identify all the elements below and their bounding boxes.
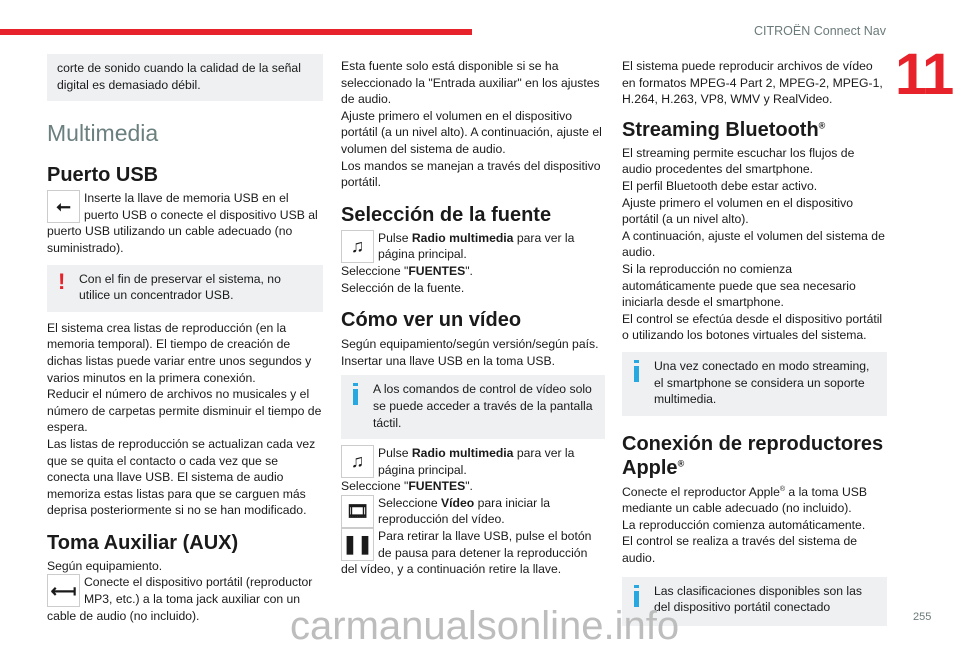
paragraph: El control se efectúa desde el dispositivo portátil o utilizando los botones virtuales del sistema. <box>622 311 883 343</box>
column-3 <box>622 0 887 626</box>
instruction: Seleccione "FUENTES". <box>341 479 473 494</box>
paragraph: El control se realiza a través del sistema de audio. <box>622 534 858 566</box>
bluetooth-heading: Streaming Bluetooth® <box>622 118 826 141</box>
usb-heading: Puerto USB <box>47 164 159 187</box>
source-heading: Selección de la fuente <box>341 203 552 226</box>
page-number: 255 <box>913 611 932 623</box>
info-text: Una vez conectado en modo streaming, el smartphone se considera un soporte multimedia. <box>654 358 870 407</box>
info-text: A los comandos de control de vídeo solo se puede acceder a través de la pantalla táctil. <box>373 382 593 430</box>
paragraph: Reducir el número de archivos no musicales y el número de carpetas permite disminuir el tiempo de espera. <box>47 387 322 435</box>
note-text: corte de sonido cuando la calidad de la señal digital es demasiado débil. <box>57 61 301 92</box>
info-text: Las clasificaciones disponibles son las del dispositivo portátil conectado <box>654 583 862 615</box>
paragraph: Selección de la fuente. <box>341 280 465 295</box>
paragraph: Esta fuente solo está disponible si se ha seleccionado la "Entrada auxiliar" en los ajustes de audio. <box>341 59 600 107</box>
chapter-number: 11 <box>895 42 953 107</box>
usb-text: Inserte la llave de memoria USB en el puerto USB o conecte el dispositivo USB al puerto USB utilizando un cable adecuado (no suministrado). <box>47 191 318 255</box>
header-title: CITROËN Connect Nav <box>754 24 886 38</box>
warning-box <box>47 265 323 312</box>
note-box <box>47 54 323 101</box>
paragraph: El sistema crea listas de reproducción (en la memoria temporal). El tiempo de creación de dichas listas puede variar entre unos segundos y varios minutos en la primera conexión. <box>47 320 312 385</box>
column-1 <box>47 0 323 624</box>
instruction: Pulse Radio multimedia para ver la página principal. <box>378 230 575 262</box>
video-film-icon: 🎞 <box>341 495 374 528</box>
apple-heading: Conexión de reproductores Apple® <box>622 432 884 479</box>
paragraph: El sistema puede reproducir archivos de vídeo en formatos MPEG-4 Part 2, MPEG-2, MPEG-1, H.264, H.263, VP8, WMV y RealVideo. <box>622 59 883 107</box>
instruction: Seleccione "FUENTES". <box>341 263 473 278</box>
usb-icon: ⭠ <box>47 190 80 223</box>
aux-heading: Toma Auxiliar (AUX) <box>47 531 239 554</box>
jack-cable-icon: ⟻ <box>47 574 80 607</box>
info-icon <box>353 389 358 405</box>
music-note-icon: ♫ <box>341 230 374 263</box>
instruction: Seleccione Vídeo para iniciar la reproducción del vídeo. <box>378 495 551 527</box>
paragraph: Ajuste primero el volumen en el dispositivo portátil (a un nivel alto). A continuación, ajuste el volumen del sistema de audio. <box>341 108 602 156</box>
paragraph: Las listas de reproducción se actualizan cada vez que se quita el contacto o cada vez que se conecta una llave USB. El sistema de audio memoriza estas listas para que se carguen más deprisa posteriormente si no se han modificado. <box>47 436 316 518</box>
paragraph: Conecte el reproductor Apple® a la toma USB mediante un cable adecuado (no incluido). <box>622 484 868 516</box>
paragraph: Ajuste primero el volumen en el dispositivo portátil (a un nivel alto). <box>622 195 853 227</box>
aux-text: Conecte el dispositivo portátil (reproductor MP3, etc.) a la toma jack auxiliar con un cable de audio (no incluido). <box>47 575 313 623</box>
warning-text: Con el fin de preservar el sistema, no utilice un concentrador USB. <box>79 271 281 303</box>
instruction: Pulse Radio multimedia para ver la página principal. <box>378 446 575 477</box>
section-title: Multimedia <box>47 120 159 147</box>
info-box <box>341 375 605 439</box>
music-note-icon: ♫ <box>341 445 374 478</box>
paragraph: El streaming permite escuchar los flujos de audio procedentes del smartphone. <box>622 145 855 177</box>
warning-icon: ! <box>58 268 66 294</box>
paragraph: Según equipamiento/según versión/según país. Insertar una llave USB en la toma USB. <box>341 337 599 368</box>
pause-icon: ❚❚ <box>341 528 374 561</box>
paragraph: El perfil Bluetooth debe estar activo. <box>622 178 818 193</box>
column-2 <box>341 0 605 578</box>
watermark: carmanualsonline.info <box>290 604 680 648</box>
paragraph: A continuación, ajuste el volumen del sistema de audio. <box>622 228 885 260</box>
paragraph: Los mandos se manejan a través del dispositivo portátil. <box>341 158 601 190</box>
paragraph: La reproducción comienza automáticamente. <box>622 517 866 532</box>
instruction: Para retirar la llave USB, pulse el botón de pausa para detener la reproducción del vídeo, y a continuación retire la llave. <box>341 529 592 577</box>
info-icon <box>634 366 639 382</box>
paragraph: Si la reproducción no comienza automáticamente puede que sea necesario iniciarla desde el smartphone. <box>622 261 856 310</box>
video-heading: Cómo ver un vídeo <box>341 309 522 332</box>
info-box <box>622 352 887 416</box>
aux-intro: Según equipamiento. <box>47 558 163 573</box>
